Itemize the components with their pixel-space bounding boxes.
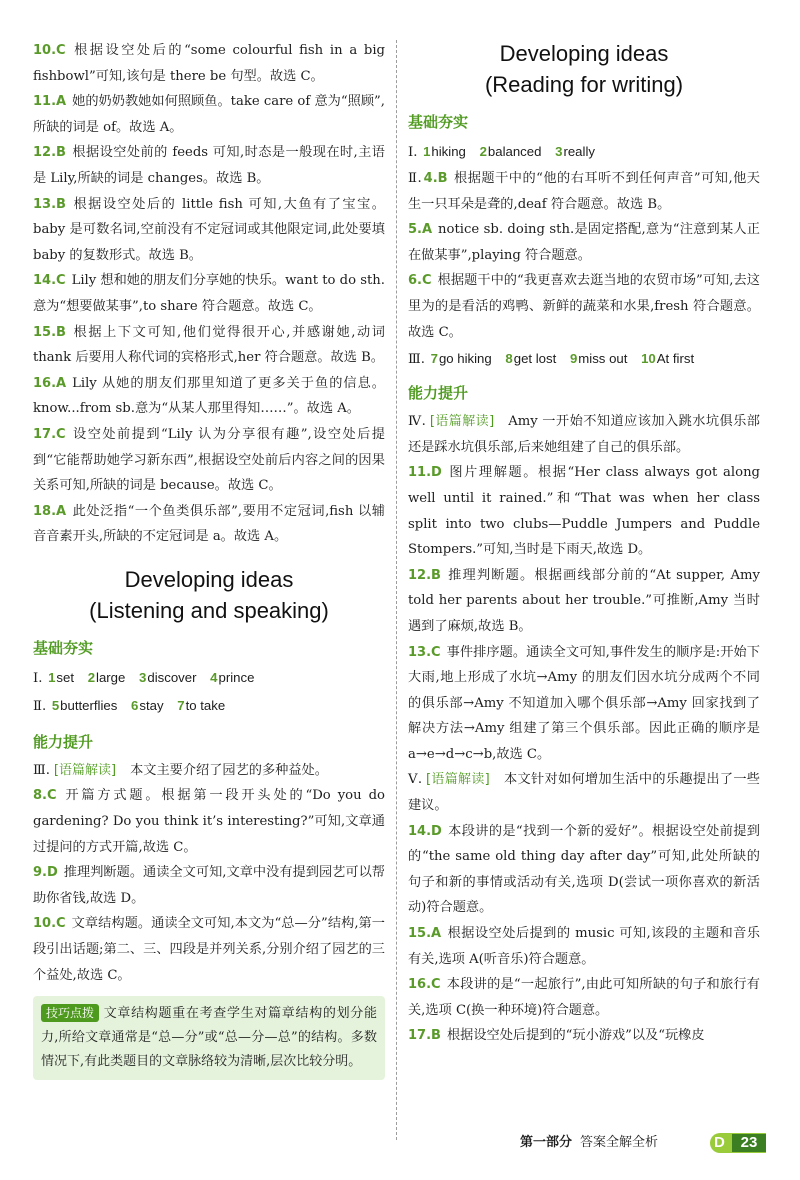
left-answers-group-1: [33, 38, 385, 550]
answer-item: 12.B 推理判断题。根据画线部分前的“At supper, Amy told her parents about her trouble.”可推断,Amy 当时遇到了麻烦,故选 B。: [408, 567, 760, 634]
answer-item: 11.D 图片理解题。根据“Her class always got along well until it rained.”和“That was when her class split into two clubs—Puddle Jumpers and Puddle Stompers.”可知,当时是下雨天,故选 D。: [408, 465, 760, 558]
ability-heading: 能力提升: [408, 384, 469, 403]
answer-item: 15.B 根据上下文可知,他们觉得很开心,并感谢她,动词 thank 后要用人称代词的宾格形式,her 符合题意。故选 B。: [33, 324, 385, 366]
badge-letter: D: [714, 1134, 725, 1151]
answer-item: 13.B 根据设空处后的 little fish 可知,大鱼有了宝宝。baby 是可数名词,空前没有不定冠词或其他限定词,此处要填 baby 的复数形式。故选 B。: [33, 196, 385, 263]
answer-item: 18.A 此处泛指“一个鱼类俱乐部”,要用不定冠词,fish 以辅音音素开头,所缺的不定冠词是 a。故选 A。: [33, 503, 385, 545]
answer-item: 16.A Lily 从她的朋友们那里知道了更多关于鱼的信息。know...from sb.意为“从某人那里得知……”。故选 A。: [33, 375, 385, 417]
ability-heading: 能力提升: [33, 732, 94, 751]
answer-item: 14.C Lily 想和她的朋友们分享她的快乐。want to do sth.意为“想要做某事”,to share 符合题意。故选 C。: [33, 273, 385, 314]
answer-item: 15.A 根据设空处后提到的 music 可知,该段的主题和音乐有关,选项 A(听音乐)符合题意。: [408, 926, 760, 967]
passage-summary: Ⅲ. [语篇解读] 本文主要介绍了园艺的多种益处。: [33, 762, 328, 778]
answer-item: 11.A 她的奶奶教她如何照顾鱼。take care of 意为“照顾”,所缺的词是 of。故选 A。: [33, 94, 385, 135]
section-title-listening: Developing ideas (Listening and speaking): [89, 566, 329, 623]
answer-item: 10.C 根据设空处后的“some colourful fish in a big fishbowl”可知,该句是 there be 句型。故选 C。: [33, 43, 385, 84]
answer-item: 6.C 根据题干中的“我更喜欢去逛当地的农贸市场”可知,去这里为的是看活的鸡鸭、新鲜的蔬菜和水果,fresh 符合题意。故选 C。: [408, 273, 760, 340]
footer-subtitle: 答案全解全析: [580, 1135, 659, 1150]
answer-item: 9.D 推理判断题。通读全文可知,文章中没有提到园艺可以帮助你省钱,故选 D。: [33, 865, 385, 906]
answer-item: 12.B 根据设空处前的 feeds 可知,时态是一般现在时,主语是 Lily,所缺的词是 changes。故选 B。: [33, 145, 385, 186]
answer-item: 13.C 事件排序题。通读全文可知,事件发生的顺序是:开始下大雨,地上形成了水坑→Amy 的朋友们因水坑分成两个不同的俱乐部→Amy 不知道加入哪个俱乐部→Amy 回家找到了解决方法→Amy 组建了第三个俱乐部。因此正确的顺序是 a→e→d→c→b,故选 C。: [408, 644, 760, 762]
right-column: [408, 38, 760, 1049]
answer-item: 14.D 本段讲的是“找到一个新的爱好”。根据设空处前提到的“the same old thing day after day”可知,此处所缺的句子和新的事情或活动有关,选项 D(尝试一项你喜欢的新活动)符合题意。: [408, 823, 760, 916]
tip-label: 技巧点拨: [41, 1004, 99, 1022]
answer-item: 5.A notice sb. doing sth.是固定搭配,意为“注意到某人正在做某事”,playing 符合题意。: [408, 222, 760, 263]
basic-heading: 基础夯实: [33, 638, 94, 657]
answer-item: 17.C 设空处前提到“Lily 认为分享很有趣”,设空处后提到“它能帮助她学习新东西”,根据设空处前后内容之间的因果关系可知,所缺的词是 because。故选 C。: [33, 426, 385, 494]
fill-answers-row: Ⅰ. 1set 2large 3discover 4prince: [33, 669, 255, 686]
answer-item: 10.C 文章结构题。通读全文可知,本文为“总—分”结构,第一段引出话题;第二、三、四段是并列关系,分别介绍了园艺的三个益处,故选 C。: [33, 916, 385, 983]
page-number: 23: [732, 1134, 766, 1152]
answer-item: Ⅱ. 4.B 根据题干中的“他的右耳听不到任何声音”可知,他天生一只耳朵是聋的,deaf 符合题意。故选 B。: [408, 171, 760, 212]
footer-part: 第一部分: [520, 1135, 573, 1150]
passage-summary: Ⅴ. [语篇解读] 本文针对如何增加生活中的乐趣提出了一些建议。: [408, 772, 760, 814]
page-number-badge: [710, 1133, 766, 1153]
left-column: [33, 38, 385, 1080]
fill-answers-row: Ⅱ. 5butterflies 6stay 7to take: [33, 697, 226, 714]
basic-heading: 基础夯实: [408, 113, 469, 131]
section-title-reading: Developing ideas (Reading for writing): [484, 41, 684, 97]
answer-item: 16.C 本段讲的是“一起旅行”,由此可知所缺的句子和旅行有关,选项 C(换一种环境)符合题意。: [408, 977, 760, 1018]
fill-answers-row: Ⅰ. 1hiking 2balanced 3really: [408, 144, 595, 160]
fill-answers-row: Ⅲ. 7go hiking 8get lost 9miss out 10At first: [408, 351, 695, 368]
column-divider: [396, 40, 397, 1140]
passage-summary: Ⅳ. [语篇解读] Amy 一开始不知道应该加入跳水坑俱乐部还是踩水坑俱乐部,后来她组建了自己的俱乐部。: [408, 414, 760, 455]
page-footer: [520, 1131, 765, 1155]
tip-box: 技巧点拨 文章结构题重在考查学生对篇章结构的划分能力,所给文章通常是“总—分”或“总—分—总”的结构。多数情况下,有此类题目的文章脉络较为清晰,层次比较分明。: [33, 996, 385, 1080]
answer-item: 17.B 根据设空处后提到的“玩小游戏”以及“玩橡皮: [408, 1028, 705, 1044]
answer-item: 8.C 开篇方式题。根据第一段开头处的“Do you do gardening? Do you think it’s interesting?”可知,文章通过提问的方式开篇,故选 C。: [33, 788, 385, 855]
